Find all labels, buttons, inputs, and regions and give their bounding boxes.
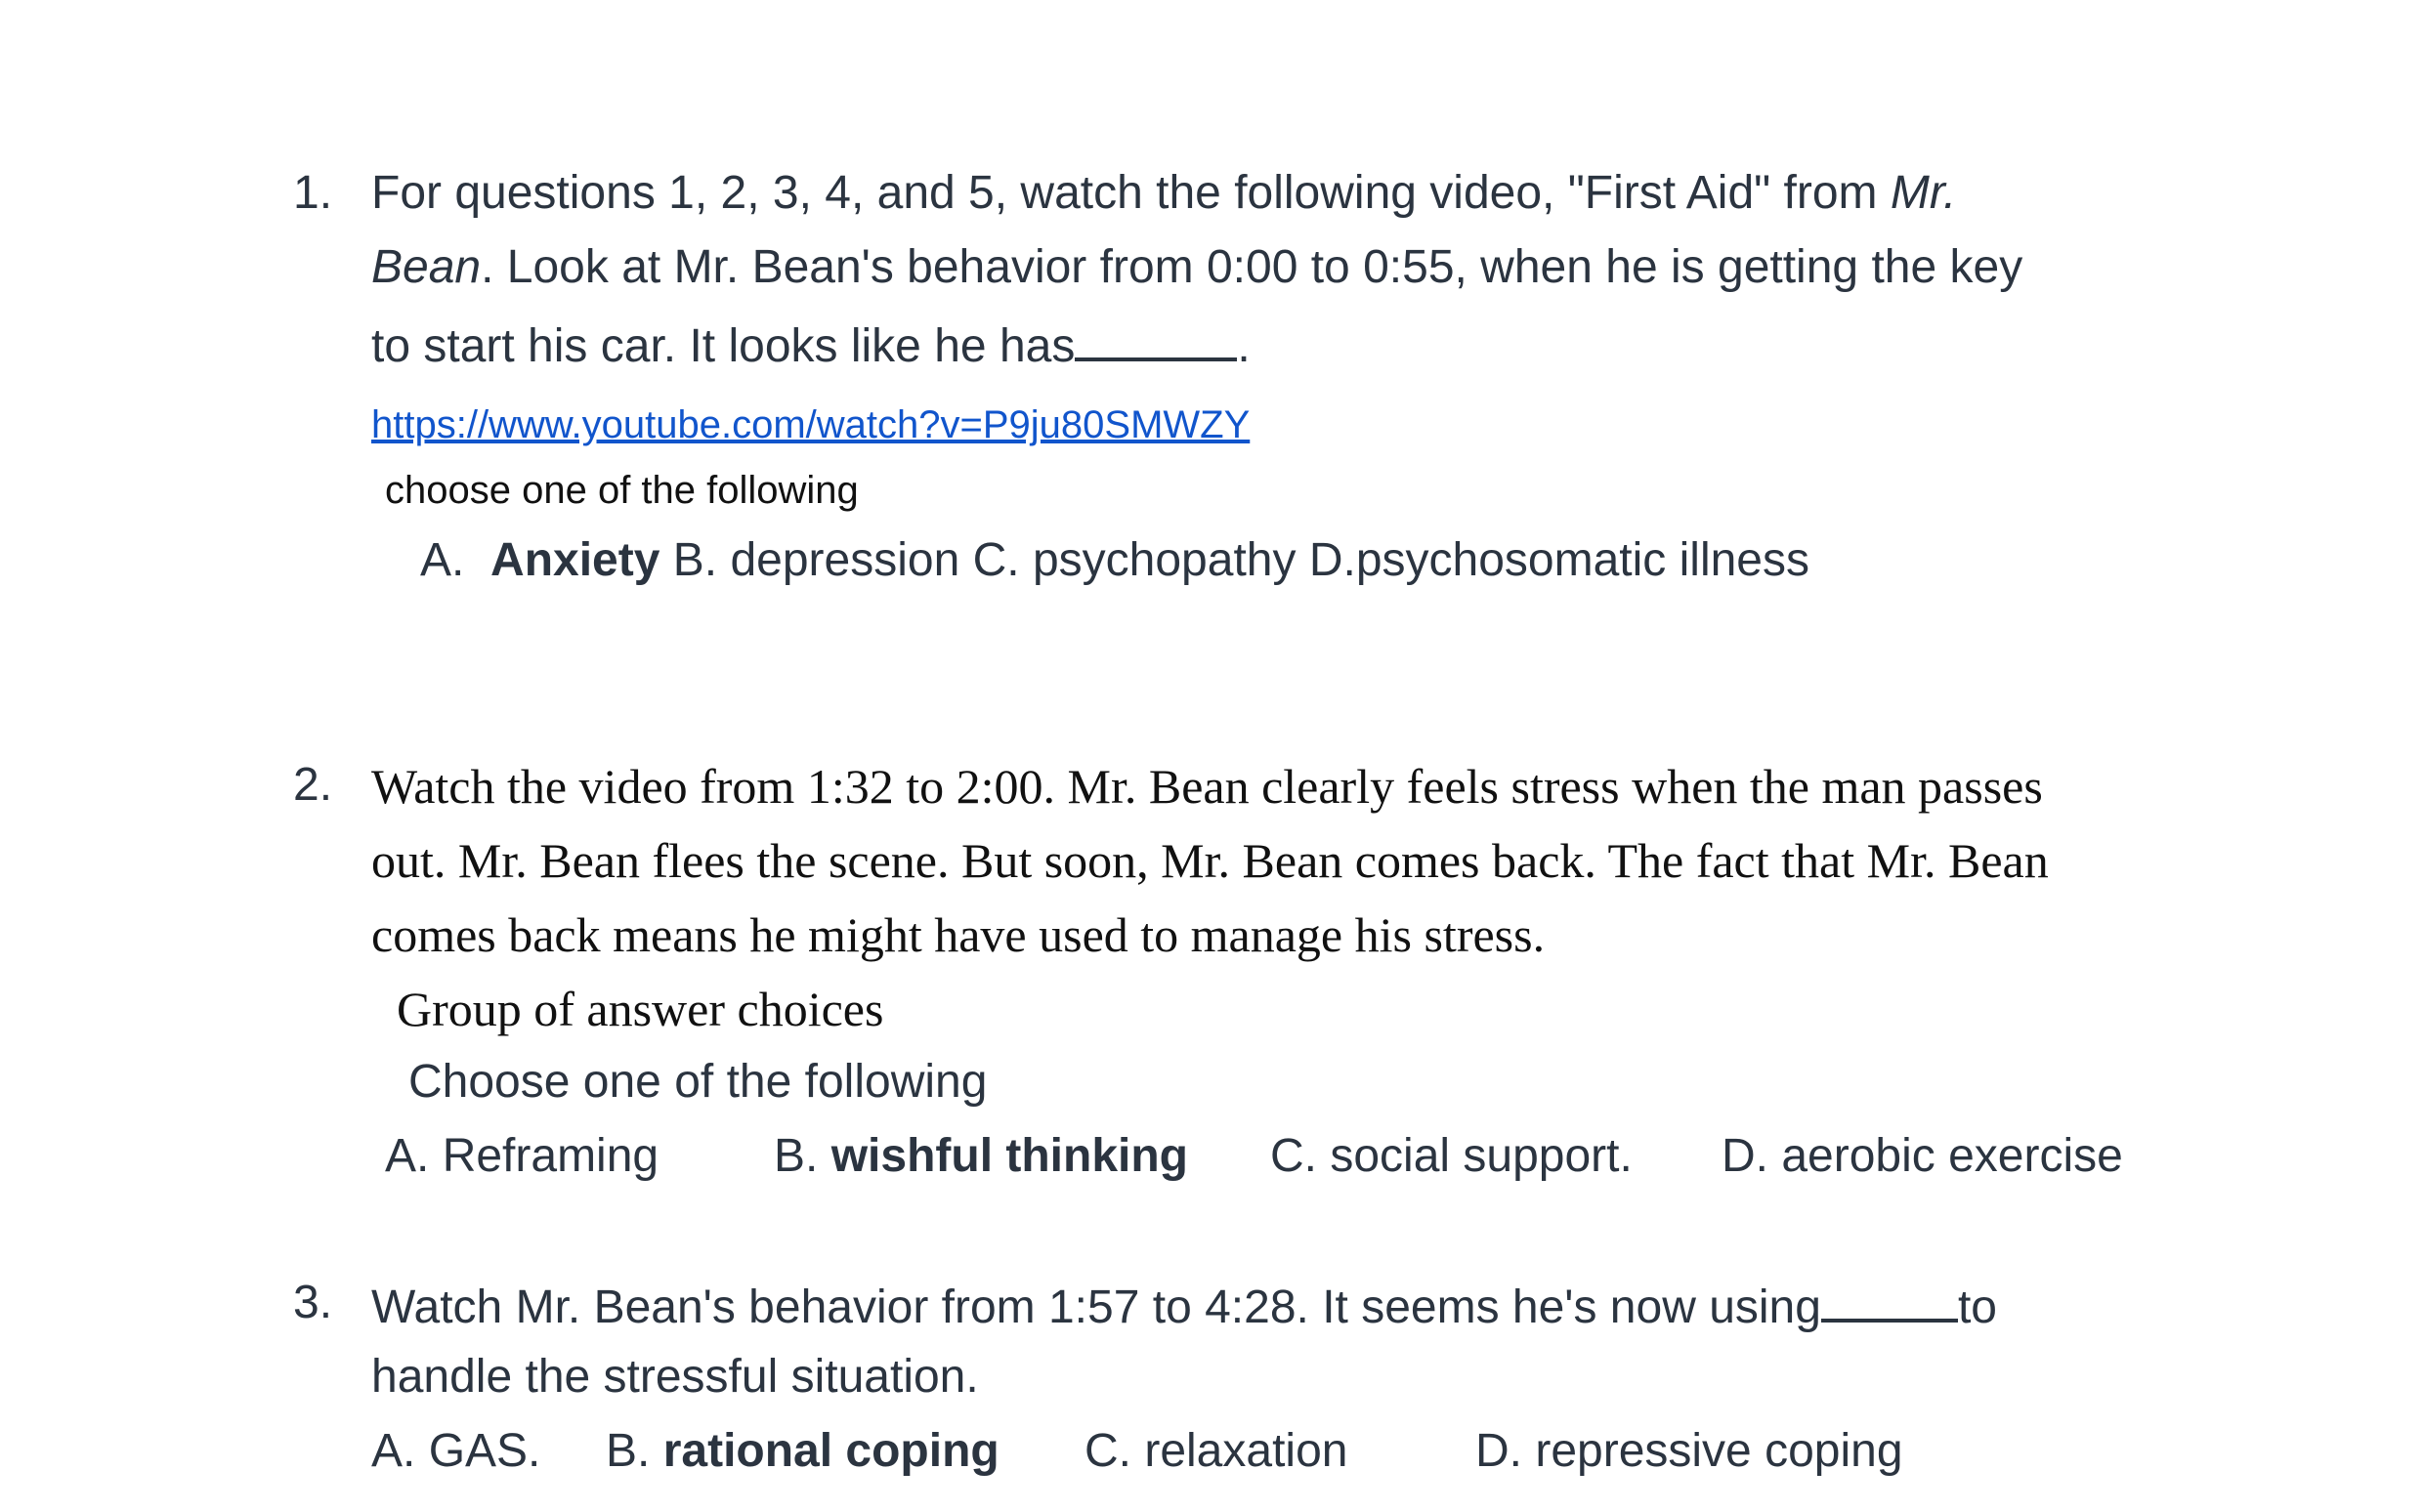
question-number: 1. — [293, 167, 333, 219]
question-text-line-1: For questions 1, 2, 3, 4, and 5, watch the following video, "First Aid" from Mr. — [371, 167, 1957, 219]
answer-options — [420, 533, 1809, 587]
question-text-line-2: out. Mr. Bean flees the scene. But soon, Mr. Bean comes back. The fact that Mr. Bean — [371, 833, 2049, 888]
answer-blank — [1075, 315, 1237, 361]
option-c[interactable]: C. social support. — [1270, 1130, 1633, 1182]
choose-instruction: Choose one of the following — [408, 1056, 988, 1108]
question-text-line-3: to start his car. It looks like he has . — [371, 315, 1251, 373]
option-b[interactable]: B. depression — [672, 534, 960, 586]
choose-instruction: choose one of the following — [385, 469, 859, 512]
option-b[interactable]: B. rational coping — [606, 1425, 999, 1477]
option-b[interactable]: B. wishful thinking — [774, 1130, 1188, 1182]
option-a[interactable]: A. Reframing — [385, 1130, 659, 1182]
video-link[interactable]: https://www.youtube.com/watch?v=P9ju80SMWZY — [371, 403, 1251, 446]
option-a[interactable]: A. GAS. — [371, 1425, 541, 1477]
question-text-line-2: handle the stressful situation. — [371, 1351, 979, 1403]
question-number: 3. — [293, 1277, 333, 1328]
option-a[interactable]: A. Anxiety — [420, 534, 660, 586]
question-text-line-3: comes back means he might have used to manage his stress. — [371, 907, 1546, 962]
option-c[interactable]: C. psychopathy — [972, 534, 1297, 586]
question-number: 2. — [293, 759, 333, 811]
option-d[interactable]: D. aerobic exercise — [1722, 1130, 2123, 1182]
group-label: Group of answer choices — [397, 982, 884, 1036]
option-c[interactable]: C. relaxation — [1084, 1425, 1348, 1477]
option-d[interactable]: D.psychosomatic illness — [1308, 534, 1809, 586]
option-d[interactable]: D. repressive coping — [1475, 1425, 1903, 1477]
question-text-line-1: Watch the video from 1:32 to 2:00. Mr. Bean clearly feels stress when the man passes — [371, 759, 2043, 814]
question-text-line-2: Bean. Look at Mr. Bean's behavior from 0:00 to 0:55, when he is getting the key — [371, 241, 2023, 293]
question-text-line-1: Watch Mr. Bean's behavior from 1:57 to 4:28. It seems he's now using to — [371, 1276, 1997, 1334]
answer-blank — [1821, 1276, 1958, 1323]
